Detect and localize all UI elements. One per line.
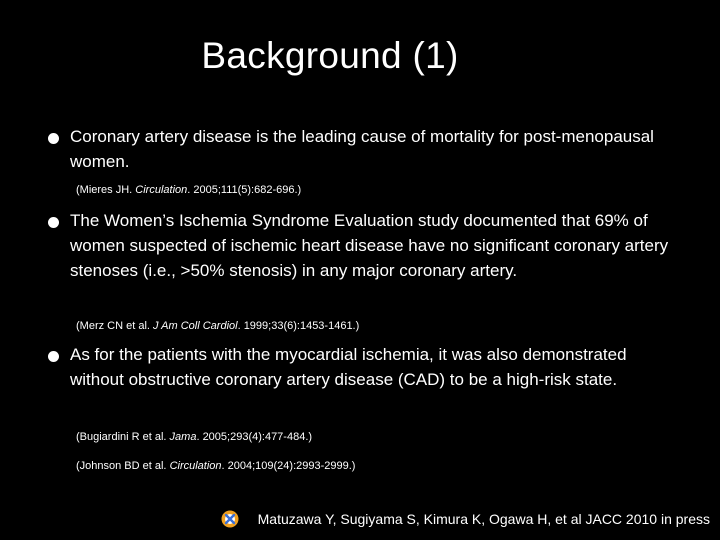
bullet-dot-icon xyxy=(48,217,59,228)
citation xyxy=(76,319,359,333)
citation xyxy=(76,430,312,444)
bullet-dot-icon xyxy=(48,351,59,362)
citation-details: . 2004;109(24):2993-2999.) xyxy=(221,460,356,472)
citation-details: . 2005;293(4):477-484.) xyxy=(196,431,313,443)
bullet-text: As for the patients with the myocardial ischemia, it was also demonstrated without obstructive coronary artery disease (CAD) to be a high-risk state. xyxy=(70,345,627,389)
journal-logo-icon xyxy=(220,508,240,530)
citation-details: . 2005;111(5):682-696.) xyxy=(187,184,302,196)
citation-author: (Mieres JH. xyxy=(76,184,136,196)
citation-author: (Merz CN et al. xyxy=(76,320,154,332)
citation-author: (Bugiardini R et al. xyxy=(76,431,170,443)
citation-details: . 1999;33(6):1453-1461.) xyxy=(237,320,360,332)
bullet-text: The Women’s Ischemia Syndrome Evaluation study documented that 69% of women suspected of ischemic heart disease have no significant coronary artery stenoses (i.e., >50% stenosis) in any major coronary artery. xyxy=(70,211,669,280)
citation-author: (Johnson BD et al. xyxy=(76,460,170,472)
slide-title: Background (1) xyxy=(201,35,459,76)
citation-journal: J Am Coll Cardiol xyxy=(153,320,238,332)
footer-reference: Matuzawa Y, Sugiyama S, Kimura K, Ogawa H, et al JACC 2010 in press xyxy=(257,511,710,527)
bullet-text: Coronary artery disease is the leading cause of mortality for post-menopausal women. xyxy=(70,127,654,171)
citation xyxy=(76,459,355,473)
citation xyxy=(76,183,301,197)
citation-journal: Jama xyxy=(169,431,197,443)
bullet-item-1 xyxy=(48,124,678,174)
bullet-item-2 xyxy=(48,208,678,308)
citation-journal: Circulation xyxy=(169,460,222,472)
bullet-item-3 xyxy=(48,342,678,417)
bullet-dot-icon xyxy=(48,133,59,144)
citation-journal: Circulation xyxy=(135,184,188,196)
